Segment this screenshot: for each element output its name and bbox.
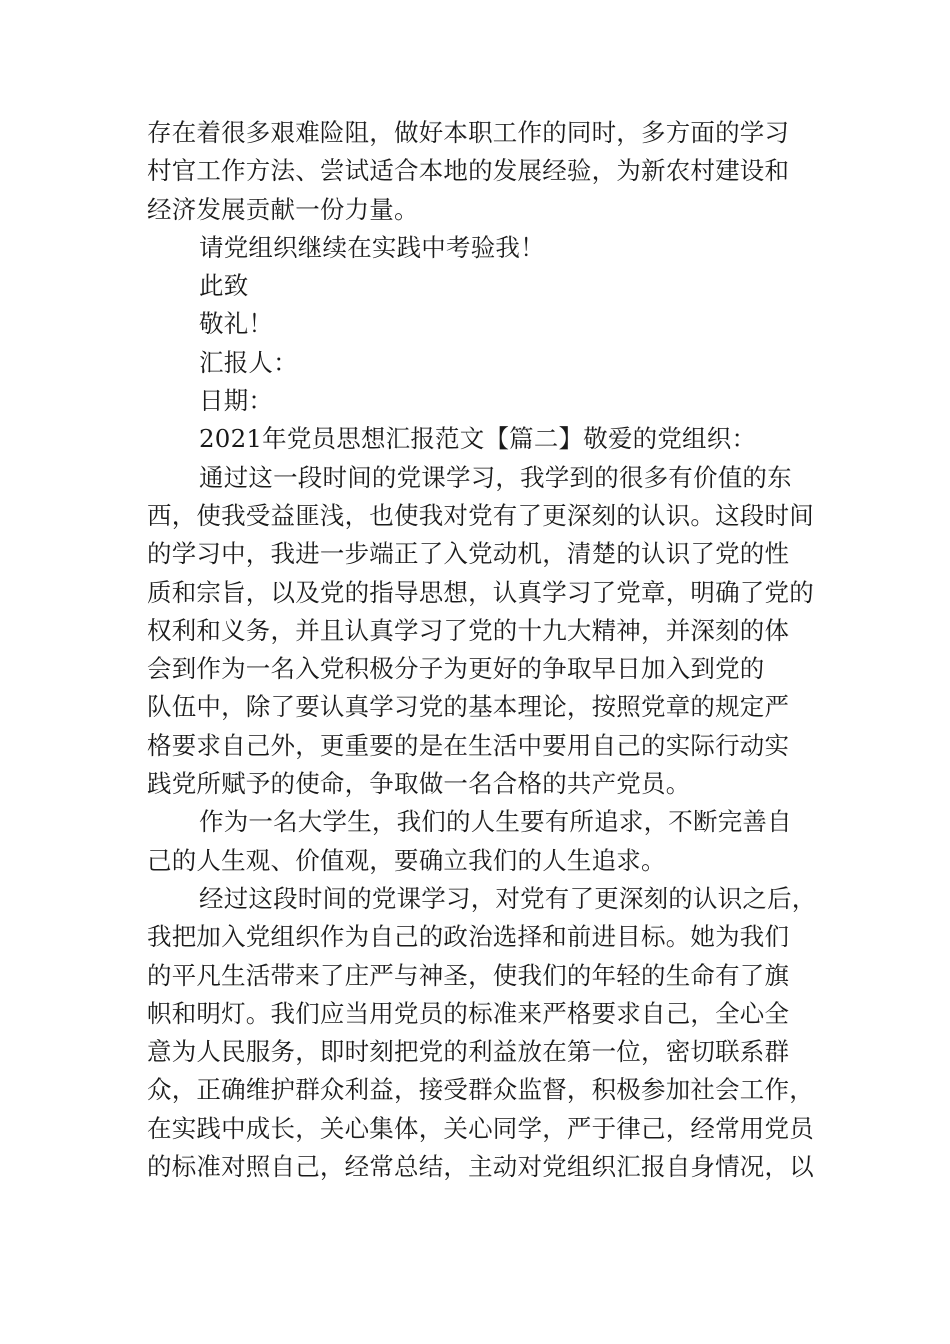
text-line: 经济发展贡献一份力量。 [147,194,419,224]
text-line: 经过这段时间的党课学习，对党有了更深刻的认识之后， [199,883,817,913]
text-line: 通过这一段时间的党课学习，我学到的很多有价值的东 [199,462,792,492]
text-line: 队伍中，除了要认真学习党的基本理论，按照党章的规定严 [147,692,790,722]
text-line: 质和宗旨，以及党的指导思想，认真学习了党章，明确了党的 [147,577,814,607]
text-line: 请党组织继续在实践中考验我！ [199,232,545,262]
text-line: 的平凡生活带来了庄严与神圣，使我们的年轻的生命有了旗 [147,960,790,990]
text-line: 我把加入党组织作为自己的政治选择和前进目标。她为我们 [147,922,790,952]
text-line: 权利和义务，并且认真学习了党的十九大精神，并深刻的体 [147,615,790,645]
text-line: 在实践中成长，关心集体，关心同学，严于律己，经常用党员 [147,1113,814,1143]
text-line: 格要求自己外，更重要的是在生活中要用自己的实际行动实 [147,730,790,760]
text-line: 众，正确维护群众利益，接受群众监督，积极参加社会工作， [147,1075,814,1105]
text-line: 意为人民服务，即时刻把党的利益放在第一位，密切联系群 [147,1037,790,1067]
text-line: 2021年党员思想汇报范文【篇二】敬爱的党组织： [199,424,757,454]
text-line: 村官工作方法、尝试适合本地的发展经验，为新农村建设和 [147,156,790,186]
document-body [147,114,817,1186]
text-line: 会到作为一名入党积极分子为更好的争取早日加入到党的 [147,654,765,684]
text-line: 西，使我受益匪浅，也使我对党有了更深刻的认识。这段时间 [147,500,814,530]
text-line: 作为一名大学生，我们的人生要有所追求，不断完善自 [199,807,792,837]
text-line: 日期： [199,386,274,416]
text-line: 帜和明灯。我们应当用党员的标准来严格要求自己，全心全 [147,998,790,1028]
text-line: 汇报人： [199,347,298,377]
text-line: 的标准对照自己，经常总结，主动对党组织汇报自身情况，以 [147,1152,814,1182]
text-line: 此致 [199,271,249,301]
text-line: 的学习中，我进一步端正了入党动机，清楚的认识了党的性 [147,539,790,569]
text-line: 践党所赋予的使命，争取做一名合格的共产党员。 [147,769,691,799]
text-line: 己的人生观、价值观，要确立我们的人生追求。 [147,845,666,875]
text-line: 敬礼！ [199,309,274,339]
text-line: 存在着很多艰难险阻，做好本职工作的同时，多方面的学习 [147,118,790,147]
